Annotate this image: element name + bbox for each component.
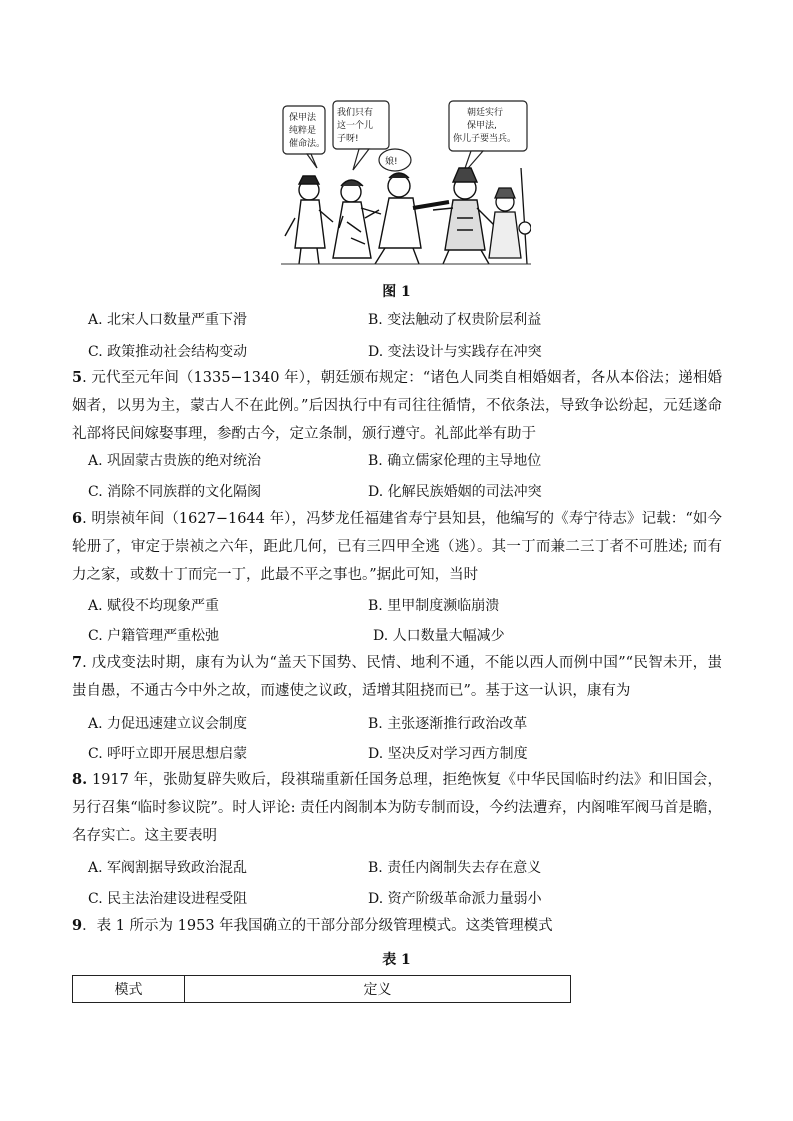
q7-stem (72, 649, 722, 705)
q4-option-b: B. 变法触动了权贵阶层利益 (368, 312, 542, 328)
bubble-2-line-3: 子呀! (337, 134, 359, 144)
q8-text: 1917 年，张勋复辟失败后，段祺瑞重新任国务总理，拒绝恢复《中华民国临时约法》和旧国会，另行召集“临时参议院”。时人评论: 责任内阁制本为防专制而设，今约法遭弃，内阁唯军阀马首是瞻，名存实亡。这主要表明 (72, 772, 722, 844)
bubble-1-line-3: 催命法。 (289, 139, 326, 149)
cartoon-figure (281, 98, 531, 266)
table-header-mode: 模式 (73, 976, 185, 1003)
q5-option-b: B. 确立儒家伦理的主导地位 (368, 453, 542, 469)
bubble-2-line-2: 这一个儿 (337, 121, 374, 131)
q7-text: . 戊戌变法时期，康有为认为“盖天下国势、民情、地利不通，不能以西人而例中国”“民智未开，蚩蚩自愚，不通古今中外之故，而遽使之议政，适增其阻挠而已”。基于这一认识，康有为 (72, 655, 722, 699)
table-1 (72, 975, 571, 1003)
q8-option-b: B. 责任内阁制失去存在意义 (368, 860, 542, 876)
bubble-1-line-1: 保甲法 (289, 113, 317, 123)
q9-stem (72, 912, 722, 940)
q6-option-d: D. 人口数量大幅减少 (373, 628, 505, 644)
q5-option-c: C. 消除不同族群的文化隔阂 (88, 484, 262, 500)
q5-stem (72, 364, 722, 448)
q8-number: 8. (72, 771, 88, 788)
q6-number: 6 (72, 510, 83, 527)
q8-option-a: A. 军阀割据导致政治混乱 (88, 860, 248, 876)
figure-caption: 图 1 (382, 284, 411, 300)
q4-option-d: D. 变法设计与实践存在冲突 (368, 344, 542, 360)
q7-option-c: C. 呼吁立即开展思想启蒙 (88, 746, 248, 762)
bubble-1-line-2: 纯粹是 (289, 126, 317, 136)
table-header-definition: 定义 (185, 976, 571, 1003)
q5-option-d: D. 化解民族婚姻的司法冲突 (368, 484, 542, 500)
q7-option-d: D. 坚决反对学习西方制度 (368, 746, 528, 762)
q6-option-a: A. 赋役不均现象严重 (88, 598, 220, 614)
q6-stem (72, 505, 722, 589)
q5-text: . 元代至元年间（1335−1340 年），朝廷颁布规定：“诸色人同类自相婚姻者，各从本俗法；递相婚姻者，以男为主，蒙古人不在此例。”后因执行中有司往往循情，不依条法，导致争讼纷起，元廷遂命礼部将民间嫁娶事理，参酌古今，定立条制，颁行遵守。礼部此举有助于 (72, 370, 722, 442)
q9-text: ．表 1 所示为 1953 年我国确立的干部分部分级管理模式。这类管理模式 (82, 918, 553, 934)
bubble-3-line-1: 娘! (385, 157, 398, 167)
q7-option-b: B. 主张逐渐推行政治改革 (368, 716, 528, 732)
bubble-4-line-3: 你儿子要当兵。 (453, 134, 517, 144)
q6-option-b: B. 里甲制度濒临崩溃 (368, 598, 500, 614)
q7-option-a: A. 力促迅速建立议会制度 (88, 716, 248, 732)
q8-option-c: C. 民主法治建设进程受阻 (88, 891, 248, 907)
cartoon-illustration (281, 98, 531, 266)
q8-stem (72, 766, 722, 850)
q5-option-a: A. 巩固蒙古贵族的绝对统治 (88, 453, 262, 469)
table-header-row (73, 976, 571, 1003)
q5-number: 5 (72, 369, 83, 386)
table-caption: 表 1 (382, 952, 411, 968)
q8-option-d: D. 资产阶级革命派力量弱小 (368, 891, 542, 907)
q4-option-a: A. 北宋人口数量严重下滑 (88, 312, 248, 328)
bubble-2-line-1: 我们只有 (337, 108, 374, 118)
q9-number: 9 (72, 917, 83, 934)
bubble-4-line-2: 保甲法, (467, 121, 497, 131)
bubble-4-line-1: 朝廷实行 (467, 108, 504, 118)
q7-number: 7 (72, 654, 83, 671)
q6-option-c: C. 户籍管理严重松弛 (88, 628, 220, 644)
q4-option-c: C. 政策推动社会结构变动 (88, 344, 248, 360)
q6-text: . 明崇祯年间（1627−1644 年），冯梦龙任福建省寿宁县知县，他编写的《寿宁待志》记载：“如今轮册了，审定于崇祯之六年，距此几何，已有三四甲全逃（逃）。其一丁而兼二三丁者不可胜述; 而有力之家，或数十丁而完一丁，此最不平之事也。”据此可知，当时 (72, 511, 722, 583)
